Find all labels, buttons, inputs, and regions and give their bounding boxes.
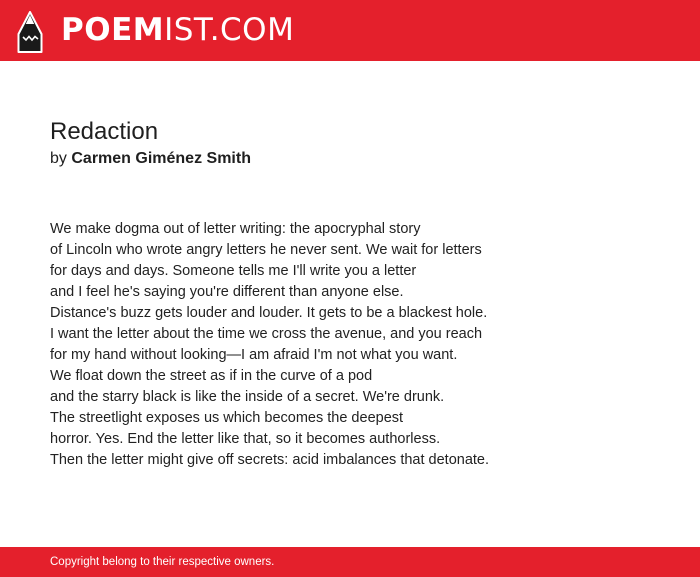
site-header	[0, 0, 700, 61]
poem-line: We make dogma out of letter writing: the apocryphal story	[50, 221, 421, 237]
poem-body	[50, 219, 650, 471]
poem-line: for days and days. Someone tells me I'll write you a letter	[50, 263, 417, 279]
poem-byline	[50, 149, 251, 169]
poem-line: We float down the street as if in the curve of a pod	[50, 368, 373, 384]
poem-author: Carmen Giménez Smith	[71, 150, 251, 167]
site-footer	[0, 547, 700, 577]
poem-line: I want the letter about the time we cross the avenue, and you reach	[50, 326, 483, 342]
poem-title: Redaction	[50, 118, 159, 145]
poem-line: Then the letter might give off secrets: acid imbalances that detonate.	[50, 452, 490, 468]
poem-line: of Lincoln who wrote angry letters he never sent. We wait for letters	[50, 242, 482, 258]
pencil-tip-icon	[17, 11, 43, 53]
poem-line: for my hand without looking—I am afraid I'm not what you want.	[50, 347, 458, 363]
site-name-light: IST.COM	[164, 12, 295, 48]
poem-line: Distance's buzz gets louder and louder. It gets to be a blackest hole.	[50, 305, 488, 321]
poem-line: The streetlight exposes us which becomes the deepest	[50, 410, 404, 426]
site-logo-link[interactable]	[17, 0, 294, 61]
site-name-bold: POEM	[61, 12, 165, 48]
poem-line: and I feel he's saying you're different than anyone else.	[50, 284, 404, 300]
copyright-notice: Copyright belong to their respective owners.	[50, 556, 275, 568]
poem-line: and the starry black is like the inside of a secret. We're drunk.	[50, 389, 445, 405]
site-name	[61, 12, 295, 48]
byline-prefix: by	[50, 150, 67, 167]
poem-line: horror. Yes. End the letter like that, so it becomes authorless.	[50, 431, 441, 447]
